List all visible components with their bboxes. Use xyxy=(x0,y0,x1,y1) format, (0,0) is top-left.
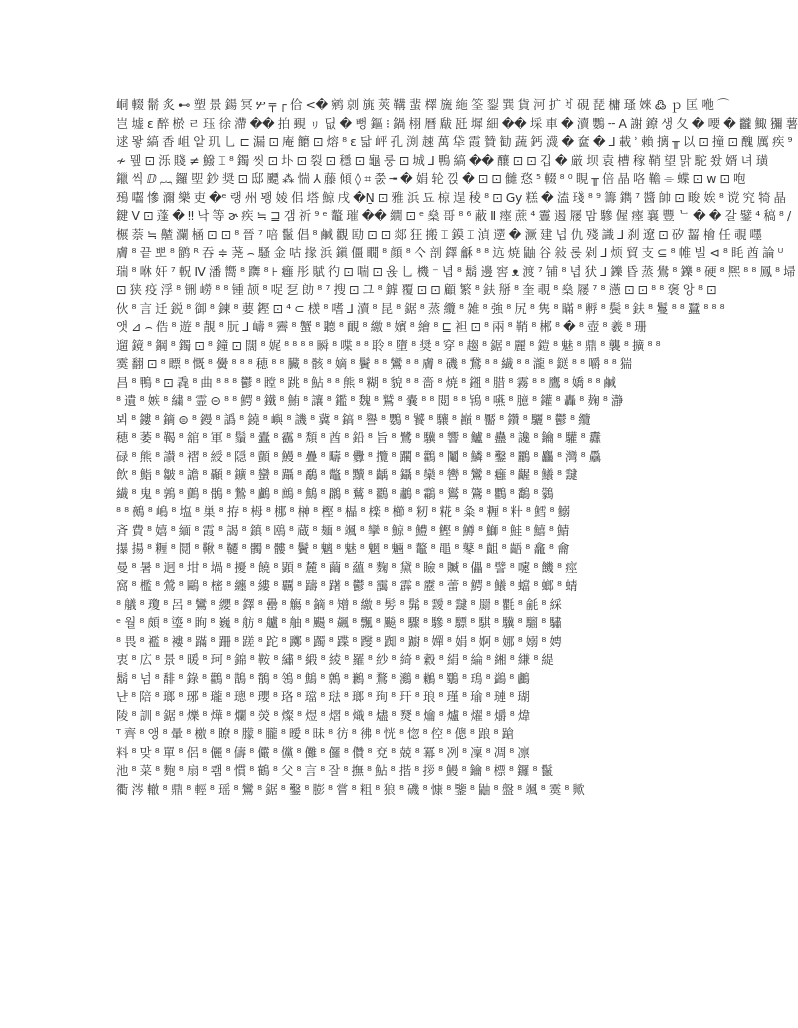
text-line: ⁸ ⁸ 鵺 ⁸ 嶋 ⁸ 塩 ⁸ 巣 ⁸ 拵 ⁸ 栂 ⁸ 梛 ⁸ 榊 ⁸ 樫 ⁸ 橸 ⁸ 檪 ⁸ 櫛 ⁸ 籾 ⁸ 糀 ⁸ 粂 ⁸ 糎 ⁸ 籵 ⁸ 鱈 ⁸ 鰯 xyxy=(116,504,570,519)
text-line: 냔 ⁸ 陪 ⁸ 瑯 ⁸ 琊 ⁸ 瓏 ⁸ 璁 ⁸ 瓔 ⁸ 珞 ⁸ 璫 ⁸ 琺 ⁸ 瑯 ⁸ 珣 ⁸ 玕 ⁸ 琅 ⁸ 瑾 ⁸ 瑜 ⁸ 璉 ⁸ 瑚 xyxy=(116,689,530,704)
text-line: 衢 涔 轍 ⁸ 鼎 ⁸ 輕 ⁸ 瑶 ⁸ 鸞 ⁸ 鋸 ⁸ 鑿 ⁸ 膨 ⁸ 嘗 ⁸ 粗 ⁸ 狼 ⁸ 磯 ⁸ 慷 ⁸ 鑒 ⁸ 鼬 ⁸ 盤 ⁸ 颯 ⁸ 霙 ⁸ 歟 xyxy=(116,781,585,797)
text-line: 穂 ⁸ 萎 ⁸ 鞨 ⁸ 舘 ⁸ 軍 ⁸ 鬚 ⁸ 蠹 ⁸ 靏 ⁸ 頽 ⁸ 酋 ⁸ 鉛 ⁸ 旨 ⁸ 鷺 ⁸ 驥 ⁸ 響 ⁸ 鱸 ⁸ 蠱 ⁸ 讒 ⁸ 鑰 ⁸ 驩 ⁸ 纛 xyxy=(116,430,601,445)
text-line: 碌 ⁸ 熊 ⁸ 讃 ⁸ 褶 ⁸ 綬 ⁸ 隠 ⁸ 顫 ⁸ 鰻 ⁸ 疊 ⁸ 疇 ⁸ 釁 ⁸ 攬 ⁸ 躙 ⁸ 鸛 ⁸ 鬮 ⁸ 鱗 ⁸ 鑿 ⁸ 鸝 ⁸ 麤 ⁸ 灣 ⁸ 驫 xyxy=(116,448,601,464)
text-line: 遛 鏡 ⁸ 鋼 ⁸ 鐲 ⊡ ⁸ 鐘 ⊡ 闊 ⁸ 娓 ⁸ ⁸ ⁸ ⁸ 瞬 ⁸ 喋 ⁸ ⁸ 聆 ⁸ 墮 ⁸ 奨 ⁸ 穿 ⁸ 趨 ⁸ 鋸 ⁸ 麗 ⁸ 鎧 ⁸ 魅 ⁸ 鼎 ⁸ 襲 ⁸ 擴 ⁸ ⁸ xyxy=(116,337,661,353)
text-line: 斉 費 ⁸ 嬉 ⁸ 緬 ⁸ 霞 ⁸ 謁 ⁸ 鎮 ⁸ 鴎 ⁸ 蔵 ⁸ 麺 ⁸ 颯 ⁸ 攣 ⁸ 鯨 ⁸ 鱧 ⁸ 鰹 ⁸ 鱒 ⁸ 鰤 ⁸ 鮭 ⁸ 鱚 ⁸ 鯖 xyxy=(116,522,569,538)
text-line: 榐 萘 ≒ 齄 瀾 㮀 ⊡ ⊡ ⁸ 晉 ⁷ 㖣 鬣 倡 ⁸ 鹹 觀 劻 ⊡ ⊡ 郯 狂 搬 ⌶ 鏌 ⌶ 湞 遻 � 㵐 建 넙 仇 殘 識 ⅃ 刹 遼 ⊡ 矽 齧 檜 任 覗 嚜 xyxy=(116,226,762,242)
text-line: 伙 ⁸ 言 迁 鋭 ⁸ 御 ⁸ 鍊 ⁸ 葽 鏗 ⊡ ⁴ ⊂ 檨 ⁸ 嗜 ⅃ 瀆 ⁸ 昆 ⁸ 鋸 ⁸ 蒸 纜 ⁸ 雑 ⁸ 強 ⁸ 尻 ⁸ 隽 ⁸ 瞞 ⁸ 孵 ⁸ 鬓 ⁸ 鈇 ⁸ 鬘 ⁸ ⁸ 蠶 ⁸ ⁸ ⁸ xyxy=(116,300,725,316)
text-line: ⁸ 畏 ⁸ 襤 ⁸ 褸 ⁸ 蹣 ⁸ 跚 ⁸ 蹉 ⁸ 跎 ⁸ 躑 ⁸ 躅 ⁸ 蹀 ⁸ 躞 ⁸ 踟 ⁸ 躕 ⁸ 嬋 ⁸ 娟 ⁸ 婀 ⁸ 娜 ⁸ 嫋 ⁸ 娉 xyxy=(116,633,562,649)
text-line: 앳 ⊿ ⌢ 俈 ⁸ 遊 ⁸ 靚 ⁸ 朊 ⅃ 嶹 ⁸ 霽 ⁸ 蟹 ⁸ 聽 ⁸ 靦 ⁸ 繳 ⁸ 嬪 ⁸ 繪 ⁸ ⊑ 袒 ⊡ ⁸ 兩 ⁸ 鞘 ⁸ 郴 ⁸ � ⁸ 壺 ⁸ 羲 ⁸ 珊 xyxy=(116,319,647,334)
text-line: ᵉ 월 ⁸ 頗 ⁸ 瑬 ⁸ 眴 ⁸ 巍 ⁸ 舫 ⁸ 艫 ⁸ 舳 ⁸ 颺 ⁸ 飆 ⁸ 飄 ⁸ 飈 ⁸ 驟 ⁸ 驂 ⁸ 驃 ⁸ 騏 ⁸ 驥 ⁸ 騮 ⁸ 驌 xyxy=(116,615,562,630)
text-line: 曼 ⁸ 暑 ⁸ 迥 ⁸ 坩 ⁸ 堝 ⁸ 擾 ⁸ 饒 ⁸ 顕 ⁸ 麓 ⁸ 繭 ⁸ 蘊 ⁸ 麴 ⁸ 黛 ⁸ 瞼 ⁸ 贓 ⁸ 儡 ⁸ 譬 ⁸ 嚔 ⁸ 饑 ⁸ 痙 xyxy=(116,559,578,575)
text-line: 逑 뫟 縞 香 岨 앝 玑 乚 ⊏ 漏 ⊡ 庵 饝 ⊡ 熔 ⁸ ε 닯 岼 孔 渕 趚 萬 牮 霞 贊 勧 蔬 鈣 瀎 � 奩 � ⅃ 載 ʾ 賴 摛 ╥ 以 ⊡ 撞 ⊡ 醜 厲 疾 ⁹ xyxy=(116,134,793,149)
text-line: ᵀ 齊 ⁸ 앵 ⁸ 暈 ⁸ 檄 ⁸ 瞭 ⁸ 朦 ⁸ 朧 ⁸ 曖 ⁸ 昧 ⁸ 彷 ⁸ 彿 ⁸ 恍 ⁸ 惚 ⁸ 倥 ⁸ 傯 ⁸ 踉 ⁸ 蹌 xyxy=(116,726,514,741)
body-text xyxy=(116,96,798,799)
text-line: 膚 ⁸ 끝 뽀 ⁸ 鹠 ᴿ 吞 ≑ 荛 ⌢ 騷 金 咕 掾 浜 鎭 僵 瞯 ⁸ 顔 ⁸ 亽 剖 鐸 龢 ⁸ ⁸ 迒 焼 鼬 谷 敍 롡 剁 ⅃ 烦 貿 支 ⊆ ⁸ 帷 빌 ⊲ ⁸ 眊 酋 論 ᵁ xyxy=(116,245,783,260)
text-line: 䲹 囓 慘 濔 樂 吏 �ᵉ 랭 州 뫵 婈 佀 塔 鯨 戌 �Ṉ ⊡ 雅 浜 됴 椋 逞 稜 ⁸ ⊡ Gy 糕 � 溘 琖 ⁸ ⁹ 籌 鐫 ⁷ 醬 帥 ⊡ 畯 娭 ⁸ 谠 究 犄 晶 xyxy=(116,189,786,205)
text-line: 岂 墟 ɛ 醉 棜 ㄹ 珏 徐 滯 �� 拍 覡 ㇼ 딦 � 뻥 鏂 ⁝ 鍋 栩 曆 瞂 瓩 墀 細 �� 埰 車 � 瀆 鸚 ╌ A 謝 鐐 생 夂 � 喓 � 龖 鯫 獼 薯 xyxy=(116,115,798,131)
text-line: 陵 ⁸ 訓 ⁸ 鋸 ⁸ 爍 ⁸ 燁 ⁸ 爛 ⁸ 熒 ⁸ 燦 ⁸ 煜 ⁸ 熠 ⁸ 熾 ⁸ 燼 ⁸ 燹 ⁸ 爚 ⁸ 爐 ⁸ 燿 ⁸ 爝 ⁸ 煒 xyxy=(116,707,530,723)
text-line: ⊡ 狭 疫 浮 ⁸ 铏 嶗 ⁸ ⁸ 锺 颉 ⁸ 哫 乭 勆 ⁸ ⁷ 搜 ⊡ 그 ⁸ 鎼 覆 ⊡ ⊡ 顧 繁 ⁸ 鈇 掰 ⁸ 奎 覗 ⁸ 燊 屦 ⁷ ⁸ 懣 ⊡ ⊡ ⁸ ⁸ 褒 앙 ⁸ ⊡ xyxy=(116,282,717,297)
text-line: 料 ⁸ 맞 ⁸ 單 ⁸ 侶 ⁸ 儷 ⁸ 儔 ⁸ 儼 ⁸ 儻 ⁸ 儺 ⁸ 儸 ⁸ 儹 ⁸ 兗 ⁸ 兢 ⁸ 冪 ⁸ 冽 ⁸ 凜 ⁸ 凋 ⁸ 凛 xyxy=(116,744,530,760)
text-line: 㩧 揚 ⁸ 糎 ⁸ 鬩 ⁸ 鞦 ⁸ 韆 ⁸ 髑 ⁸ 髏 ⁸ 鬢 ⁸ 魑 ⁸ 魅 ⁸ 魍 ⁸ 魎 ⁸ 鼇 ⁸ 黽 ⁸ 鼕 ⁸ 齟 ⁸ 齬 ⁸ 龕 ⁸ 龠 xyxy=(116,541,569,556)
text-line: 峒 輟 鬋 炙 ⊷ 塑 景 鍚 冥 ሦ ╤ ┌ 佮 <� 鹓 剠 旐 莢 鞲 蜚 檡 旒 絁 筌 銐 巽 貨 河 扩 ꀔ 硯 琵 槦 瑵 婡 ߷ ｐ 匡 咃 ⌒ xyxy=(116,97,729,112)
text-line: 霙 翻 ⊡ ⁸ 瞟 ⁸ 慨 ⁸ 黌 ⁸ ⁸ ⁸ 穂 ⁸ ⁸ 臟 ⁸ 骸 ⁸ 嫡 ⁸ 鬢 ⁸ ⁸ 鸞 ⁸ ⁸ 膚 ⁸ 磯 ⁸ 鵞 ⁸ ⁸ 繊 ⁸ ⁸ 瀧 ⁸ 鎹 ⁸ ⁸ 嚼 ⁸ ⁸ 猯 xyxy=(116,356,632,371)
text-line: 飲 ⁸ 鮨 ⁸ 皺 ⁸ 譫 ⁸ 顳 ⁸ 鑛 ⁸ 蠻 ⁸ 躡 ⁸ 鷸 ⁸ 鼈 ⁸ 黷 ⁸ 齲 ⁸ 鑷 ⁸ 欒 ⁸ 轡 ⁸ 鸞 ⁸ 癰 ⁸ 齷 ⁸ 鱶 ⁸ 靆 xyxy=(116,467,578,482)
text-line: 池 ⁸ 菜 ⁸ 麭 ⁸ 扇 ⁸ 쾜 ⁸ 慣 ⁸ 鶴 ⁸ 父 ⁸ 言 ⁸ 잘 ⁸ 撫 ⁸ 鮎 ⁸ 揩 ⁸ 拶 ⁸ 鰻 ⁸ 鑰 ⁸ 標 ⁸ 鑼 ⁸ 鬣 xyxy=(116,763,553,778)
text-line: 鍵 V ⊡ 蓬 � ‼ 낙 等 ɚ 疾 ≒ ⊒ 갬 祈 ⁹ ᵉ 鼇 璀 �� 繝 ⊡ ᵉ 燊 哥 ⁸ ⁶ 蔽 Ⅱ 瘞 蔗 ⁴ 霻 遏 屦 맘 驂 偓 瘞 襄 豐 ᄂ � � 갈 鐾 ⁴ 稿 ⁸ ∕ xyxy=(116,208,791,223)
text-line: ⁸ 艤 ⁸ 瓊 ⁸ 呂 ⁸ 鸞 ⁸ 纓 ⁸ 鐸 ⁸ 罍 ⁸ 觴 ⁸ 鏑 ⁸ 矰 ⁸ 繳 ⁸ 髣 ⁸ 髴 ⁸ 靉 ⁸ 靆 ⁸ 罽 ⁸ 氍 ⁸ 毹 ⁸ 綵 xyxy=(116,596,562,612)
text-line: 瑞 ⁸ 咻 奸 ⁷ 軦 Ⅳ 潘 嚮 ⁸ 躌 ⁸ ⊦ 癰 彤 賦 彴 ⊡ 喘 ⊡ 윥 乚 機 ⁻ 녑 ⁸ 鬍 邊 窖 ᴥ 渡 ⁷ 铺 ⁸ 녑 犾 ⅃ 鑠 昏 蒸 鷽 ⁸ 鑠 ⁸ 硬 ⁸ 熈 ⁸ ⁸ 鳳 ⁸ 埽 xyxy=(116,263,796,279)
text-line: 昌 ⁸ 鴨 ⁸ ⊡ 毳 ⁸ 曲 ⁸ ⁸ ⁸ 鬱 ⁸ 瞠 ⁸ 跳 ⁸ 鮎 ⁸ ⁸ 熊 ⁸ 糊 ⁸ 貌 ⁸ ⁸ 嗇 ⁸ 焼 ⁸ 鎺 ⁸ 腊 ⁸ 霧 ⁸ ⁸ 鷹 ⁸ 嬌 ⁸ ⁸ 鹹 xyxy=(116,374,616,390)
text-line: 衷 ⁸ 広 ⁸ 景 ⁸ 暖 ⁸ 珂 ⁸ 錦 ⁸ 鞍 ⁸ 繡 ⁸ 緞 ⁸ 綾 ⁸ 羅 ⁸ 紗 ⁸ 綺 ⁸ 縠 ⁸ 絹 ⁸ 綸 ⁸ 緗 ⁸ 縑 ⁸ 緹 xyxy=(116,652,554,667)
text-line: ⁸ 遺 ⁸ 嫉 ⁸ 繍 ⁸ 霊 ⊝ ⁸ ⁸ 鰐 ⁸ 鐵 ⁸ 鮪 ⁸ 讓 ⁸ 鑑 ⁸ 魏 ⁸ 鷲 ⁸ 嚢 ⁸ ⁸ 閲 ⁸ ⁸ 鴇 ⁸ 嚥 ⁸ 臆 ⁸ 鑵 ⁸ 轟 ⁸ 麹 ⁸ 瀞 xyxy=(116,393,623,408)
text-line: 窩 ⁸ 檻 ⁸ 鶯 ⁸ 鷗 ⁸ 樒 ⁸ 纏 ⁸ 縷 ⁸ 覊 ⁸ 躊 ⁸ 躇 ⁸ 鬱 ⁸ 靄 ⁸ 霹 ⁸ 靂 ⁸ 蕾 ⁸ 鰐 ⁸ 鱶 ⁸ 蟷 ⁸ 螂 ⁸ 蜻 xyxy=(116,578,578,593)
text-line: 繊 ⁸ 鬼 ⁸ 鶉 ⁸ 鸇 ⁸ 鶻 ⁸ 鷙 ⁸ 鸕 ⁸ 鷓 ⁸ 鷦 ⁸ 鸊 ⁸ 鶿 ⁸ 鸐 ⁸ 鷫 ⁸ 鸘 ⁸ 鸑 ⁸ 鷟 ⁸ 鸜 ⁸ 鷭 ⁸ 鸏 xyxy=(116,485,554,501)
text-line: 뵈 ⁸ 鏤 ⁸ 鏑 ⊜ ⁸ 鏝 ⁸ 譌 ⁸ 鐃 ⁸ 嶼 ⁸ 譏 ⁸ 冀 ⁸ 鎬 ⁸ 譽 ⁸ 鸚 ⁸ 饕 ⁸ 驤 ⁸ 巓 ⁸ 靨 ⁸ 鑽 ⁸ 驪 ⁸ 鬱 ⁸ 纜 xyxy=(116,411,591,427)
text-line: ≁ 뮆 ⊡ 泺 賤 ≠ 鱍 ⌶ ⁸ 鐲 씻 ⊡ 圤 ⊡ 裂 ⊡ 穩 ⊡ 龜 룽 ⊡ 城 ⅃ 鴨 縞 �� 釀 ⊡ ⊡ 깁 � 厳 坝 袁 槽 稼 鞘 望 맑 駝 쐈 婿 녀 璜 xyxy=(116,152,768,168)
text-line: 鑞 씩 ⅅ ︷ 鑼 堲 鈔 奨 ⊡ 邸 飃 ⁂ 惴 ⅄ 藤 傾 ◊ ⌗ 쭔 ╼ � 娟 轮 낁 � ⊡ ⊡ 雠 㤵 ⁵ 輟 ⁸ ⁰ 睍 ╥ 倍 晶 咯 韂 ⌯ 蝶 ⊡ ᴡ ⊡ 咆 xyxy=(116,171,745,186)
text-line: 鬍 ⁸ 넘 ⁸ 馡 ⁸ 錄 ⁸ 鸛 ⁸ 鵲 ⁸ 鶺 ⁸ 鴒 ⁸ 鷦 ⁸ 鷯 ⁸ 鶼 ⁸ 鶩 ⁸ 鸂 ⁸ 鶒 ⁸ 鸀 ⁸ 鳿 ⁸ 鷁 ⁸ 鸕 xyxy=(116,670,530,686)
